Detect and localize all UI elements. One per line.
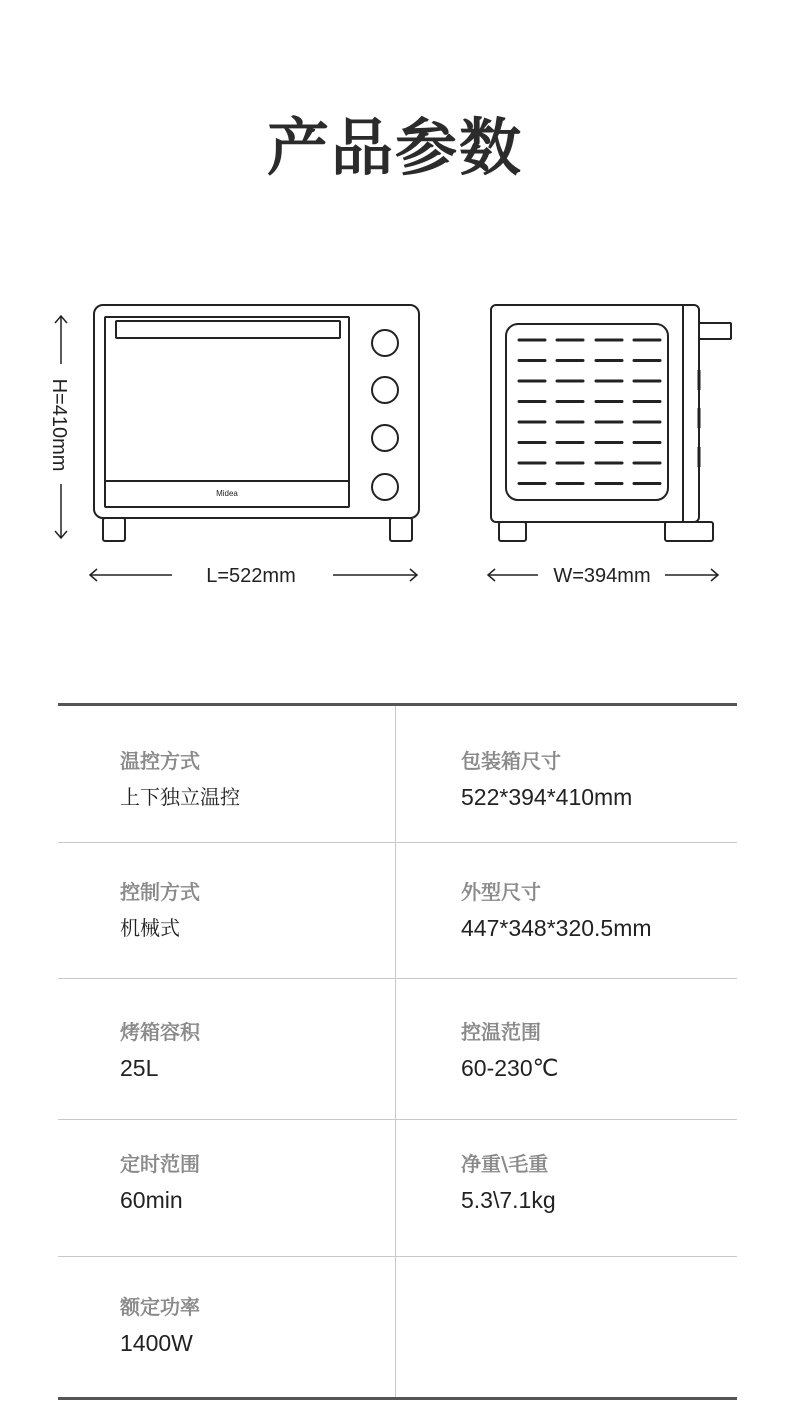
spec-cell-capacity xyxy=(120,1017,200,1085)
spec-value: 60-230℃ xyxy=(461,1055,559,1081)
spec-cell-weight xyxy=(461,1149,556,1217)
spec-cell-timer-range xyxy=(120,1149,200,1217)
spec-value: 上下独立温控 xyxy=(120,785,240,809)
spec-label: 控温范围 xyxy=(461,1020,541,1044)
table-row-divider xyxy=(58,1119,737,1120)
page-title: 产品参数 xyxy=(266,111,523,184)
spec-value: 机械式 xyxy=(120,916,180,940)
width-label: W=394mm xyxy=(553,565,651,587)
spec-label: 温控方式 xyxy=(120,749,200,773)
table-row-divider xyxy=(58,842,737,843)
oven-front-view xyxy=(94,305,419,541)
spec-label: 外型尺寸 xyxy=(461,880,541,904)
spec-value: 447*348*320.5mm xyxy=(461,915,652,941)
table-bottom-rule xyxy=(58,1397,737,1400)
spec-value: 25L xyxy=(120,1055,159,1081)
length-label: L=522mm xyxy=(206,565,296,587)
spec-value: 1400W xyxy=(120,1330,193,1356)
spec-value: 522*394*410mm xyxy=(461,784,633,810)
spec-cell-temp-range xyxy=(461,1017,558,1085)
oven-knob-3 xyxy=(372,425,398,451)
table-column-divider xyxy=(395,706,396,1397)
table-row-divider xyxy=(58,1256,737,1257)
spec-label: 净重\毛重 xyxy=(461,1152,549,1176)
spec-label: 额定功率 xyxy=(120,1295,200,1319)
table-top-rule xyxy=(58,703,737,706)
spec-cell-temp-control xyxy=(120,746,240,814)
spec-cell-outer-size xyxy=(461,877,652,945)
oven-knob-2 xyxy=(372,377,398,403)
spec-cell-rated-power xyxy=(120,1292,200,1360)
side-vent-slots xyxy=(519,340,660,484)
spec-label: 控制方式 xyxy=(120,880,200,904)
oven-side-view xyxy=(491,305,731,541)
spec-value: 5.3\7.1kg xyxy=(461,1187,556,1213)
midea-logo: Midea xyxy=(216,489,238,498)
oven-knob-4 xyxy=(372,474,398,500)
spec-cell-control-type xyxy=(120,877,200,945)
height-label: H=410mm xyxy=(48,378,70,472)
spec-value: 60min xyxy=(120,1187,183,1213)
spec-label: 定时范围 xyxy=(120,1152,200,1176)
oven-knob-1 xyxy=(372,330,398,356)
table-row-divider xyxy=(58,978,737,979)
spec-label: 烤箱容积 xyxy=(120,1020,200,1044)
spec-label: 包装箱尺寸 xyxy=(461,749,561,773)
oven-dimension-diagram xyxy=(0,290,790,610)
spec-cell-package-size xyxy=(461,746,632,814)
